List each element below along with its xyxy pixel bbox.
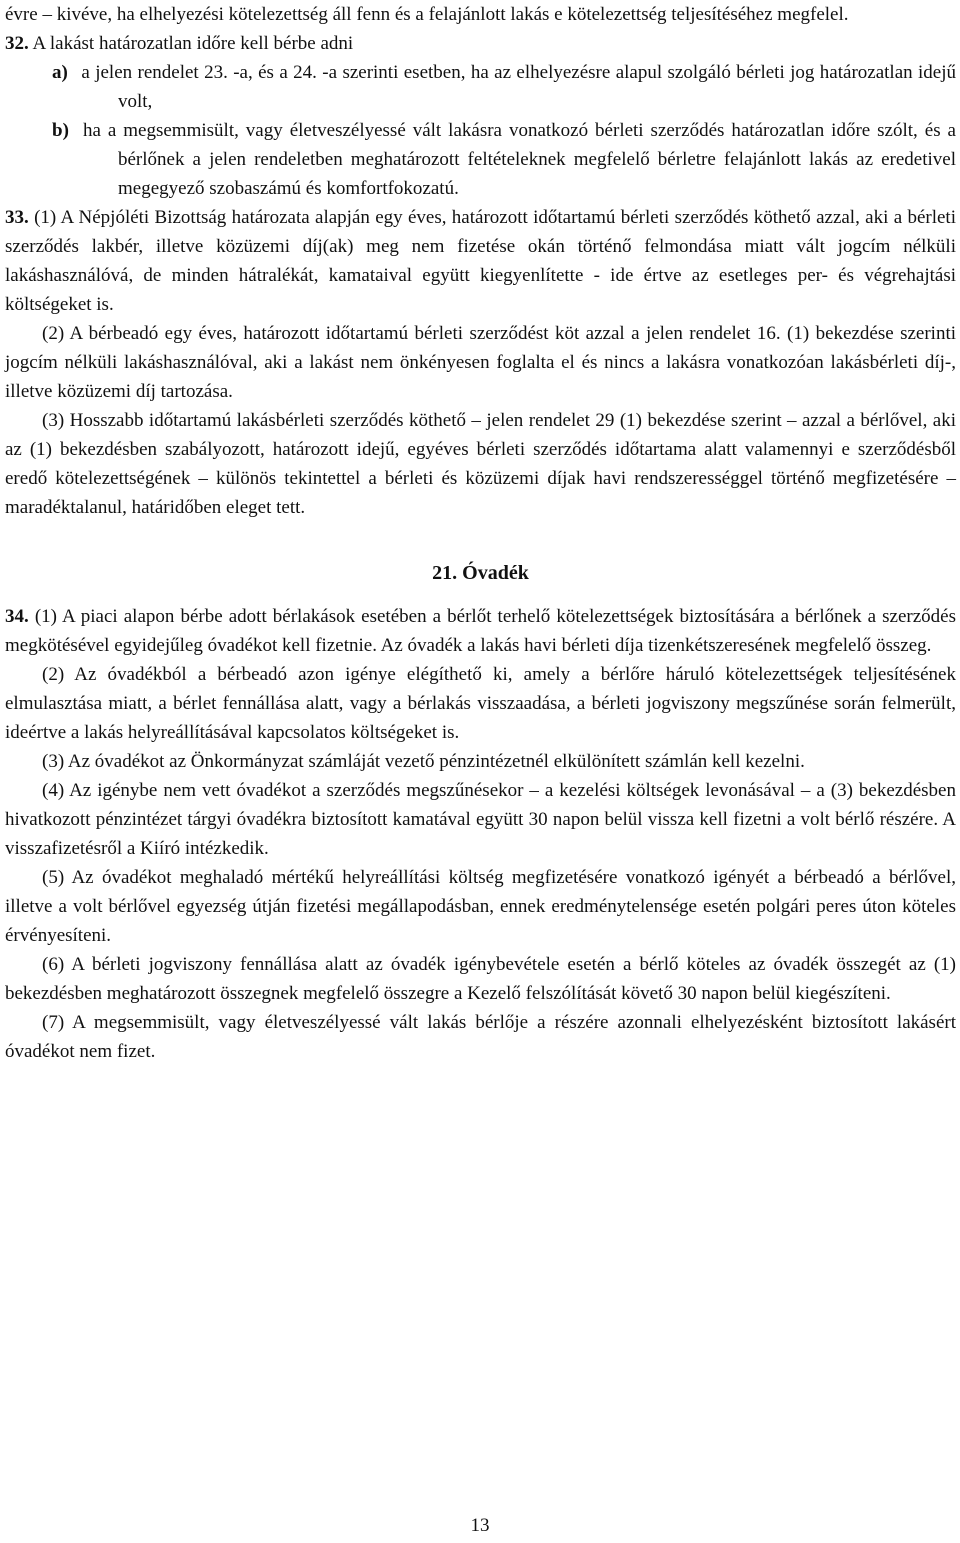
section-34-paragraph-5: (5) Az óvadékot meghaladó mértékű helyreállítási költség megfizetésére vonatkozó igényét a bérbeadó a bérlővel, illetve a volt bérlővel egyezség útján fizetési megállapodásban, ennek eredménytelensége esetén polgári peres úton köteles érvényesíteni. [5, 867, 956, 946]
section-33-paragraph-1 [5, 203, 956, 319]
item-b-text: ha a megsemmisült, vagy életveszélyessé vált lakásra vonatkozó bérleti szerződés határozatlan időre szólt, és a bérlőnek a jelen rendeletben meghatározott feltételeknek megfelelő bérletre felajánlott lakás az eredetivel megegyező szobaszámú és komfortfokozatú. [82, 120, 956, 199]
section-33-paragraph-3: (3) Hosszabb időtartamú lakásbérleti szerződés köthető – jelen rendelet 29 (1) bekezdése szerint – azzal a bérlővel, aki az (1) bekezdésben szabályozott, határozott idejű, egyéves bérleti szerződés időtartama alatt valamennyi e szerződésből eredő kötelezettségének – különös tekintettel a bérleti és közüzemi díjak havi rendszerességgel történő megfizetésére – maradéktalanul, határidőben eleget tett. [5, 410, 956, 518]
section-32-number: 32. [5, 33, 29, 54]
section-32-item-b [52, 116, 956, 203]
item-a-label: a) [52, 62, 68, 83]
chapter-heading: 21. Óvadék [432, 562, 529, 584]
section-32-heading [5, 29, 956, 58]
section-34-paragraph-7: (7) A megsemmisült, vagy életveszélyessé vált lakás bérlője a részére azonnali elhelyezésként biztosított lakásért óvadékot nem fizet. [5, 1012, 956, 1062]
item-b-label: b) [52, 120, 69, 141]
section-32-item-a [52, 58, 956, 116]
section-33-number: 33. [5, 207, 29, 228]
section-34-number: 34. [5, 606, 29, 627]
item-a-text: a jelen rendelet 23. -a, és a 24. -a szerinti esetben, ha az elhelyezésre alapul szolgáló bérleti jog határozatlan idejű volt, [81, 62, 957, 112]
section-34-paragraph-1 [5, 602, 956, 660]
section-34-paragraph-3: (3) Az óvadékot az Önkormányzat számláját vezető pénzintézetnél elkülönített számlán kell kezelni. [42, 751, 805, 772]
section-34-paragraph-2: (2) Az óvadékból a bérbeadó azon igénye elégíthető ki, amely a bérlőre háruló kötelezettségek teljesítésének elmulasztása miatt, a bérlet fennállása alatt, vagy a bérlakás visszaadása, a bérleti jogviszony megszűnése során felmerült, ideértve a lakás helyreállításával kapcsolatos költségeket is. [5, 664, 956, 743]
intro-paragraph: évre – kivéve, ha elhelyezési kötelezettség áll fenn és a felajánlott lakás e kötelezettség teljesítéséhez megfelel. [5, 4, 849, 25]
section-32-text: A lakást határozatlan időre kell bérbe adni [28, 33, 354, 54]
section-34-p1-text: (1) A piaci alapon bérbe adott bérlakások esetében a bérlőt terhelő kötelezettségek biztosítására a bérlőnek a szerződés megkötésével egyidejűleg óvadékot kell fizetnie. Az óvadék a lakás havi bérleti díja tizenkétszeresének megfelelő összeg. [5, 606, 956, 656]
section-34-paragraph-4: (4) Az igénybe nem vett óvadékot a szerződés megszűnésekor – a kezelési költségek levonásával – a (3) bekezdésben hivatkozott pénzintézet tárgyi óvadékra biztosított kamatával együtt 30 napon belül vissza kell fizetni a volt bérlő részére. A visszafizetésről a Kiíró intézkedik. [5, 780, 956, 859]
section-34-paragraph-6: (6) A bérleti jogviszony fennállása alatt az óvadék igénybevétele esetén a bérlő köteles az óvadék összegét az (1) bekezdésben meghatározott összegnek megfelelő összegre a Kezelő felszólítását követő 30 napon belül kiegészíteni. [5, 954, 956, 1004]
section-33-p1-text: (1) A Népjóléti Bizottság határozata alapján egy éves, határozott időtartamú bérleti szerződés köthető azzal, aki a bérleti szerződés lakbér, illetve közüzemi díj(ak) meg nem fizetése okán történő felmondása miatt vált jogcím nélküli lakáshasználóvá, de minden hátralékát, kamataival együtt kiegyenlítette - ide értve az esetleges per- és végrehajtási költségeket is. [5, 207, 956, 315]
page-number: 13 [470, 1515, 490, 1536]
section-33-paragraph-2: (2) A bérbeadó egy éves, határozott időtartamú bérleti szerződést köt azzal a jelen rendelet 16. (1) bekezdése szerinti jogcím nélküli lakáshasználóval, aki a lakást nem önkényesen foglalta el és nincs a lakásra vonatkozóan lakásbérleti díj-, illetve közüzemi díj tartozása. [5, 323, 956, 402]
